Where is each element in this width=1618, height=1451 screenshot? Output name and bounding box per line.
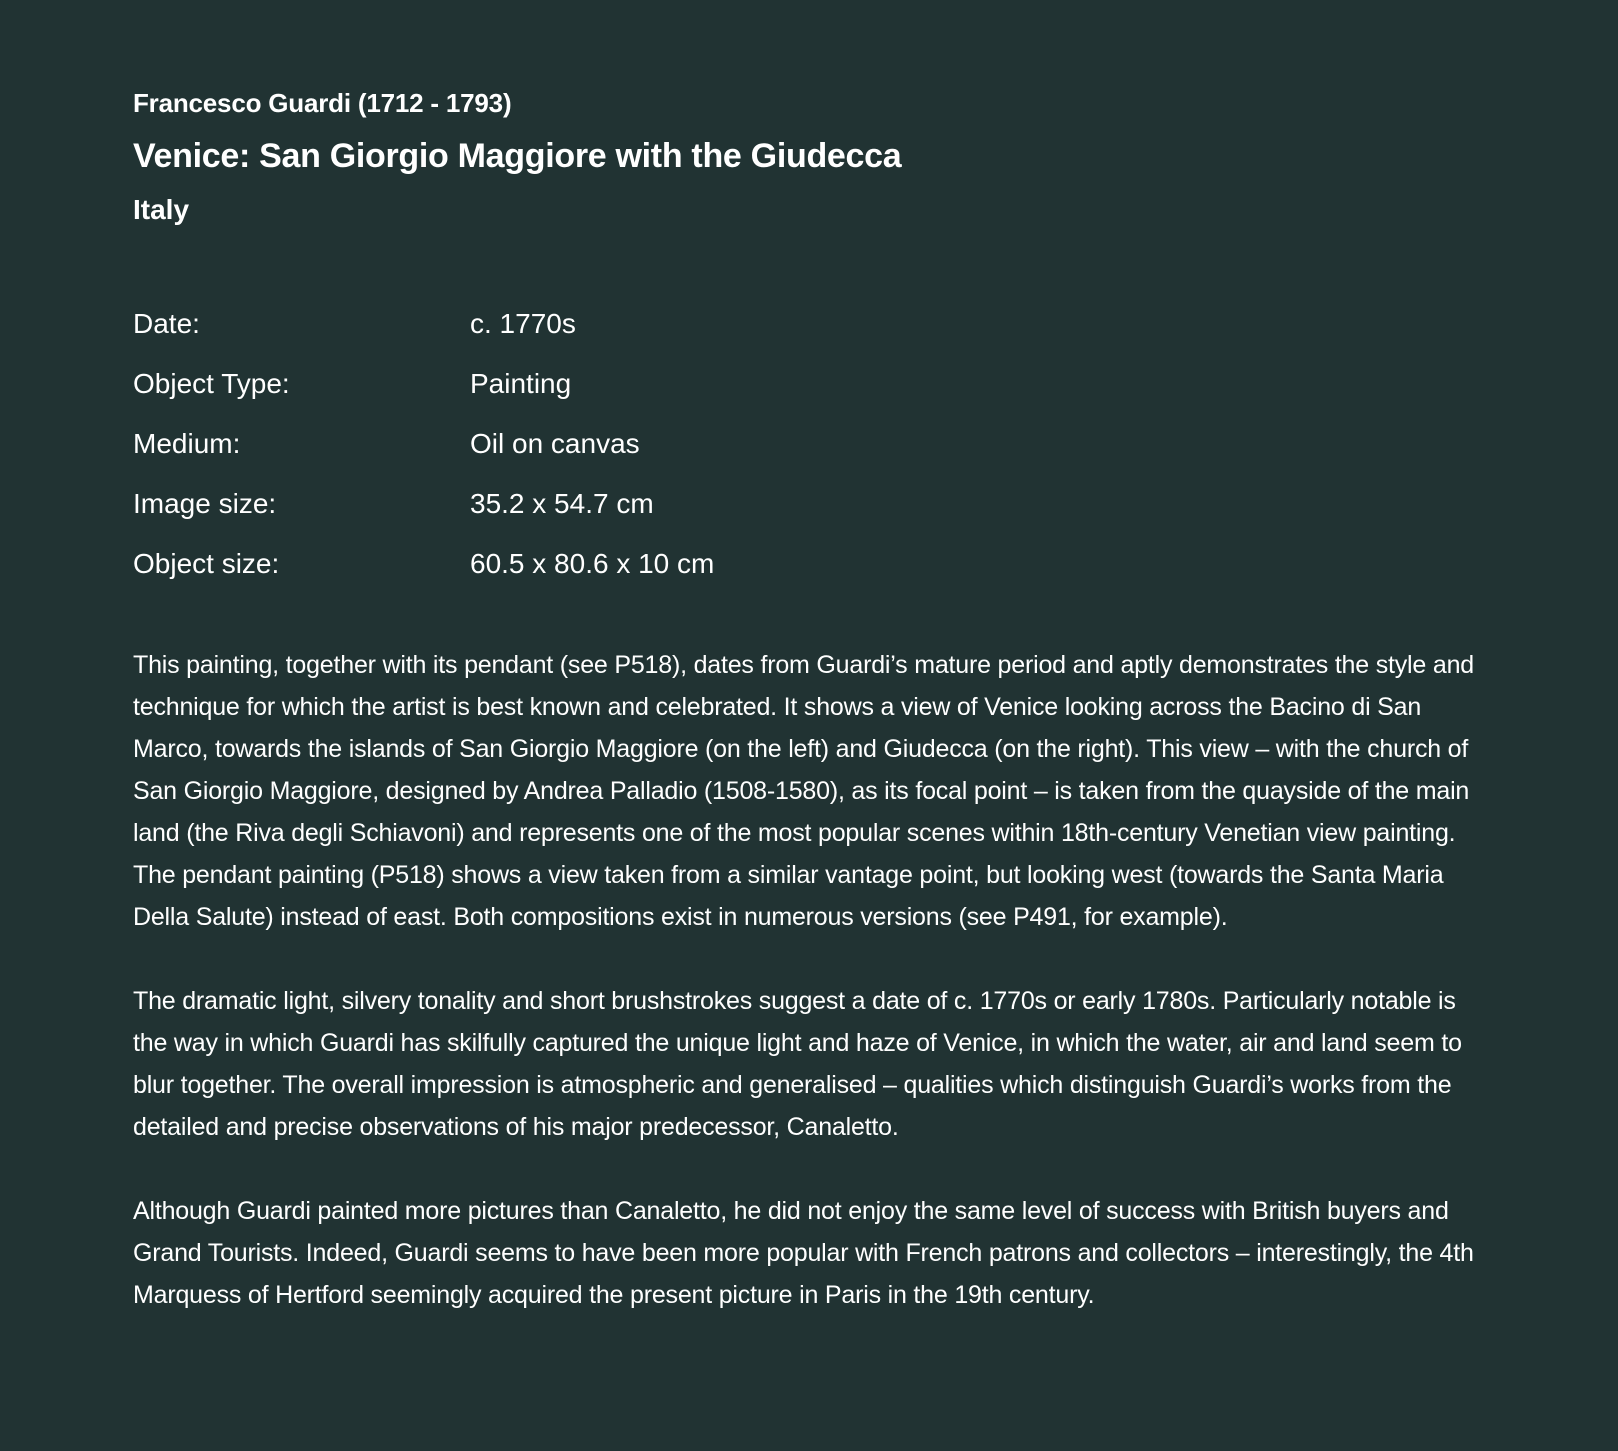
detail-label: Object Type: xyxy=(133,368,290,399)
detail-row-object-type xyxy=(133,368,1503,428)
detail-value: Painting xyxy=(470,368,572,399)
detail-row-date xyxy=(133,308,1503,368)
detail-value: c. 1770s xyxy=(470,308,576,339)
artwork-description xyxy=(133,644,1493,1316)
detail-label: Image size: xyxy=(133,488,277,519)
artwork-page xyxy=(133,80,1503,1358)
detail-label: Object size: xyxy=(133,548,280,579)
detail-row-medium xyxy=(133,428,1503,488)
description-paragraph: This painting, together with its pendant (see P518), dates from Guardi’s mature period and aptly demonstrates the style and technique for which the artist is best known and celebrated. It shows a view of Venice looking across the Bacino di San Marco, towards the islands of San Giorgio Maggiore (on the left) and Giudecca (on the right). This view – with the church of San Giorgio Maggiore, designed by Andrea Palladio (1508-1580), as its focal point – is taken from the quayside of the main land (the Riva degli Schiavoni) and represents one of the most popular scenes within 18th-century Venetian view painting. The pendant painting (P518) shows a view taken from a similar vantage point, but looking west (towards the Santa Maria Della Salute) instead of east. Both compositions exist in numerous versions (see P491, for example). xyxy=(133,651,1474,931)
description-paragraph: The dramatic light, silvery tonality and short brushstrokes suggest a date of c. 1770s or early 1780s. Particularly notable is the way in which Guardi has skilfully captured the unique light and haze of Venice, in which the water, air and land seem to blur together. The overall impression is atmospheric and generalised – qualities which distinguish Guardi’s works from the detailed and precise observations of his major predecessor, Canaletto. xyxy=(133,987,1462,1141)
detail-value: 35.2 x 54.7 cm xyxy=(470,488,654,519)
detail-row-image-size xyxy=(133,488,1503,548)
description-paragraph: Although Guardi painted more pictures than Canaletto, he did not enjoy the same level of success with British buyers and Grand Tourists. Indeed, Guardi seems to have been more popular with French patrons and collectors – interestingly, the 4th Marquess of Hertford seemingly acquired the present picture in Paris in the 19th century. xyxy=(133,1197,1474,1309)
detail-label: Date: xyxy=(133,308,200,339)
artwork-title: Venice: San Giorgio Maggiore with the Giudecca xyxy=(133,137,902,175)
detail-row-object-size xyxy=(133,548,1503,608)
details-table xyxy=(133,308,1503,608)
artwork-country: Italy xyxy=(133,194,190,225)
detail-label: Medium: xyxy=(133,428,241,459)
artist-name: Francesco Guardi (1712 - 1793) xyxy=(133,88,512,118)
detail-value: 60.5 x 80.6 x 10 cm xyxy=(470,548,715,579)
detail-value: Oil on canvas xyxy=(470,428,640,459)
